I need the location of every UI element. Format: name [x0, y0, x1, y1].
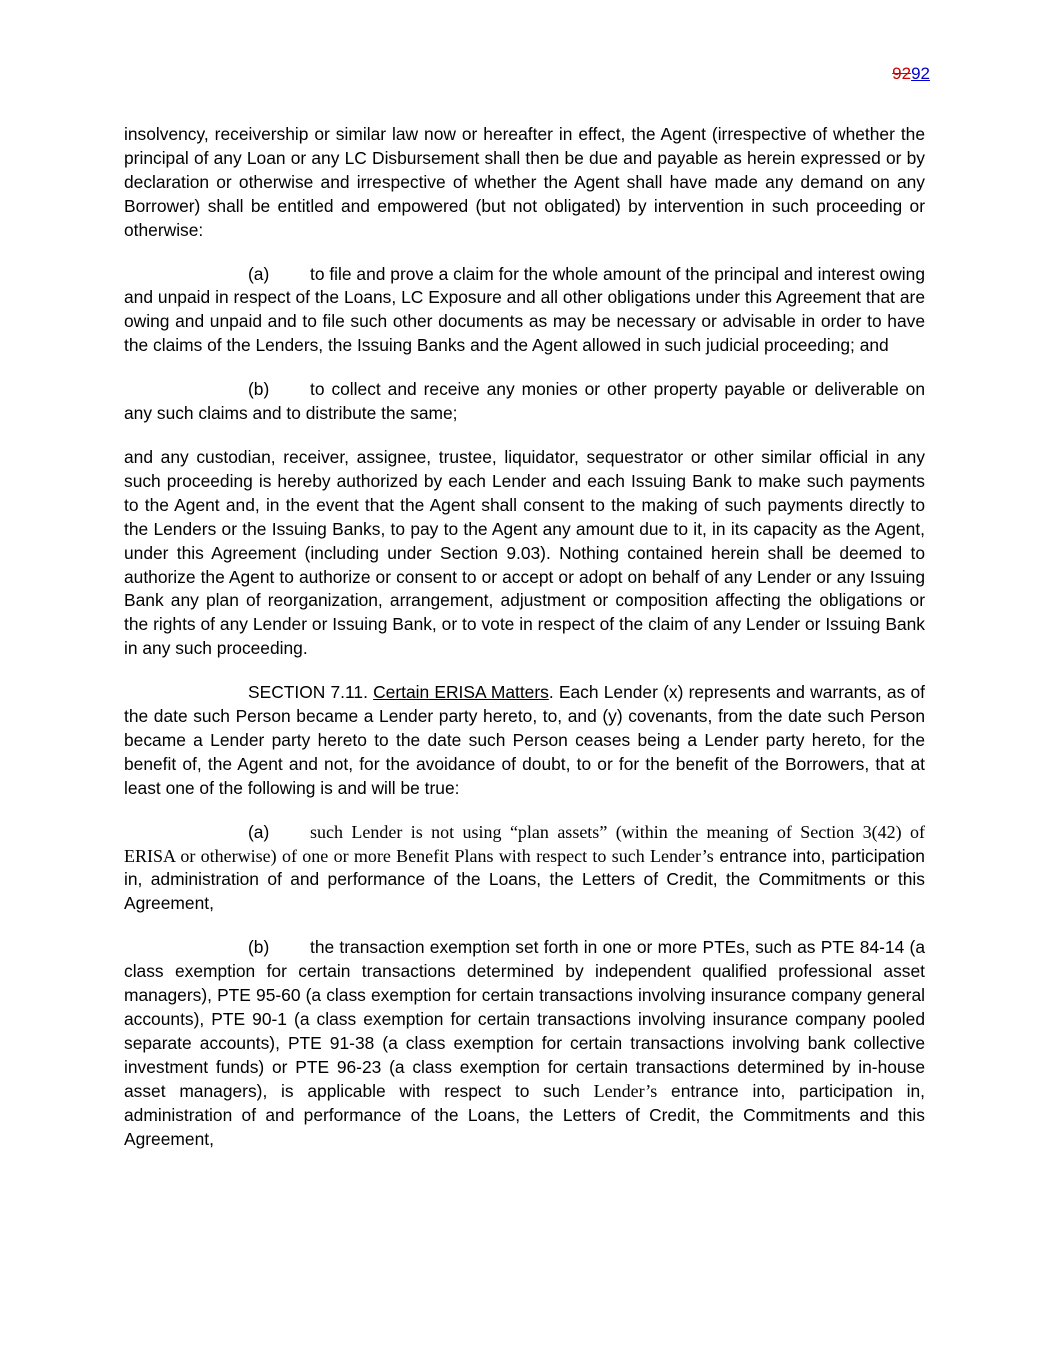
- document-body: [124, 123, 925, 1171]
- clause-text-serif: such Lender is not using “plan assets” (within the meaning of Section 3(42) of ERISA or otherwise) of one or more Benefit Plans with respect to such Lender’s: [124, 821, 925, 866]
- paragraph-a-file-claim: [124, 263, 925, 359]
- section-title: Certain ERISA Matters: [373, 682, 549, 703]
- clause-text-end: entrance into, participation in, administration of and performance of the Loans, the Letters of Credit, the Commitments and this Agreement,: [124, 1080, 926, 1149]
- page-number: [892, 63, 930, 85]
- page-number-inserted: 92: [911, 64, 930, 83]
- paragraph-b-transaction-exemption: [124, 936, 925, 1151]
- paragraph-a-plan-assets: [124, 821, 925, 917]
- section-text: . Each Lender (x) represents and warrants, as of the date such Person became a Lender party hereto, to, and (y) covenants, from the date such Person became a Lender party hereto to the date such Person ceases being a Lender party hereto, for the benefit of, the Agent and not, for the avoidance of doubt, to or for the benefit of the Borrowers, that at least one of the following is and will be true:: [124, 682, 925, 798]
- clause-label: (b): [248, 379, 270, 400]
- clause-label: (b): [248, 937, 270, 958]
- paragraph-custodian: and any custodian, receiver, assignee, trustee, liquidator, sequestrator or other similar official in any such proceeding is hereby authorized by each Lender and each Issuing Bank to make such payments to the Agent and, in the event that the Agent shall consent to the making of such payments directly to the Lenders or the Issuing Banks, to pay to the Agent any amount due to it, in its capacity as the Agent, under this Agreement (including under Section 9.03). Nothing contained herein shall be deemed to authorize the Agent to authorize or consent to or accept or adopt on behalf of any Lender or any Issuing Bank any plan of reorganization, arrangement, adjustment or composition affecting the obligations or the rights of any Lender or Issuing Bank, or to vote in respect of the claim of any Lender or Issuing Bank in any such proceeding.: [124, 446, 925, 659]
- section-7-11: [124, 681, 925, 801]
- section-number: SECTION 7.11.: [248, 682, 368, 703]
- page-number-deleted: 92: [892, 64, 912, 83]
- clause-text-serif: Lender’s: [593, 1080, 658, 1101]
- clause-label: (a): [248, 263, 270, 284]
- paragraph-b-collect: [124, 378, 925, 426]
- clause-text: entrance into, participation in, administration of and performance of the Loans, the Letters of Credit, the Commitments or this Agreement,: [124, 845, 925, 914]
- clause-text: the transaction exemption set forth in one or more PTEs, such as PTE 84-14 (a class exemption for certain transactions determined by independent qualified professional asset managers), PTE 95-60 (a class exemption for certain transactions involving insurance company general accounts), PTE 90-1 (a class exemption for certain transactions involving insurance company pooled separate accounts), PTE 91-38 (a class exemption for certain transactions involving bank collective investment funds) or PTE 96-23 (a class exemption for certain transactions determined by in-house asset managers), is applicable with respect to such: [124, 937, 925, 1101]
- paragraph-intervention: insolvency, receivership or similar law now or hereafter in effect, the Agent (irrespective of whether the principal of any Loan or any LC Disbursement shall then be due and payable as herein expressed or by declaration or otherwise and irrespective of whether the Agent shall have made any demand on any Borrower) shall be entitled and empowered (but not obligated) by intervention in such proceeding or otherwise:: [124, 124, 925, 240]
- clause-text: to collect and receive any monies or other property payable or deliverable on any such claims and to distribute the same;: [124, 379, 925, 424]
- clause-label: (a): [248, 821, 270, 842]
- clause-text: to file and prove a claim for the whole amount of the principal and interest owing and unpaid in respect of the Loans, LC Exposure and all other obligations under this Agreement that are owing and unpaid and to file such other documents as may be necessary or advisable in order to have the claims of the Lenders, the Issuing Banks and the Agent allowed in such judicial proceeding; and: [124, 263, 925, 356]
